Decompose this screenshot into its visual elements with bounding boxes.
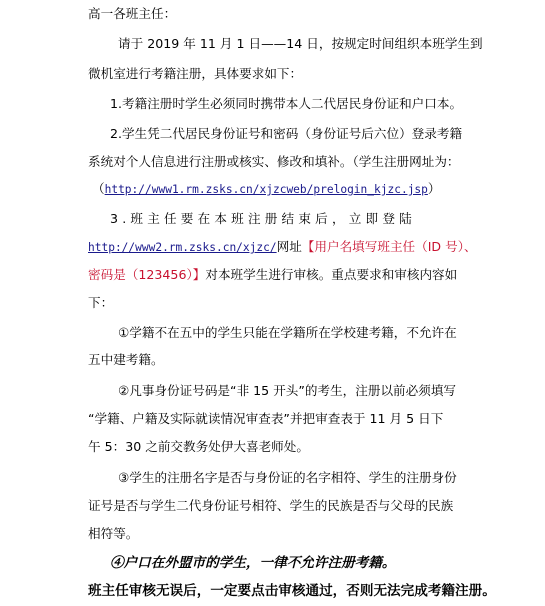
review-instruction: 对本班学生进行审核。重点要求和审核内容如 bbox=[205, 267, 458, 282]
requirement-item-3-line-3 bbox=[88, 267, 457, 283]
credentials-highlight-a: 【用户名填写班主任（ID 号）、 bbox=[301, 239, 477, 254]
requirement-item-2-line-2: 系统对个人信息进行注册或核实、修改和填补。（学生注册网址为： bbox=[88, 154, 460, 169]
review-point-1-line-1: ①学籍不在五中的学生只能在学籍所在学校建考籍，不允许在 bbox=[118, 325, 457, 340]
greeting: 高一各班主任： bbox=[88, 6, 177, 21]
final-note: 班主任审核无误后，一定要点击审核通过，否则无法完成考籍注册。 bbox=[88, 583, 496, 599]
credentials-highlight-b: 密码是（123456）】 bbox=[88, 267, 206, 282]
review-point-2-line-1: ②凡事身份证号码是“非 15 开头”的考生，注册以前必须填写 bbox=[118, 383, 457, 398]
teacher-review-link[interactable]: http://www2.rm.zsks.cn/xjzc/ bbox=[88, 241, 277, 254]
intro-line-2: 微机室进行考籍注册，具体要求如下： bbox=[88, 66, 303, 81]
review-point-1-line-2: 五中建考籍。 bbox=[88, 352, 164, 367]
review-point-3-line-3: 相符等。 bbox=[88, 526, 139, 541]
review-point-3-line-2: 证号是否与学生二代身份证号相符、学生的民族是否与父母的民族 bbox=[88, 498, 454, 513]
site-word: 网址 bbox=[276, 239, 302, 254]
review-point-3-line-1: ③学生的注册名字是否与身份证的名字相符、学生的注册身份 bbox=[118, 470, 457, 485]
requirement-item-2-line-1: 2.学生凭二代居民身份证号和密码（身份证号后六位）登录考籍 bbox=[110, 126, 463, 141]
requirement-item-2-url-line bbox=[92, 181, 441, 198]
requirement-item-3-line-2 bbox=[88, 239, 477, 256]
requirement-item-3-line-4: 下： bbox=[88, 295, 114, 310]
review-point-4: ④户口在外盟市的学生，一律不允许注册考籍。 bbox=[110, 555, 396, 571]
requirement-item-1: 1.考籍注册时学生必须同时携带本人二代居民身份证和户口本。 bbox=[110, 96, 463, 111]
student-registration-link[interactable]: http://www1.rm.zsks.cn/xjzcweb/prelogin_kjzc.jsp bbox=[104, 183, 428, 196]
review-point-2-line-3: 午 5：30 之前交教务处伊大喜老师处。 bbox=[88, 439, 309, 454]
open-paren: （ bbox=[92, 181, 105, 196]
close-paren: ） bbox=[427, 181, 441, 196]
review-point-2-line-2: “学籍、户籍及实际就读情况审查表”并把审查表于 11 月 5 日下 bbox=[88, 411, 444, 426]
intro-line-1: 请于 2019 年 11 月 1 日——14 日，按规定时间组织本班学生到 bbox=[118, 36, 483, 51]
requirement-item-3-line-1: 3.班主任要在本班注册结束后，立即登陆 bbox=[110, 211, 416, 226]
